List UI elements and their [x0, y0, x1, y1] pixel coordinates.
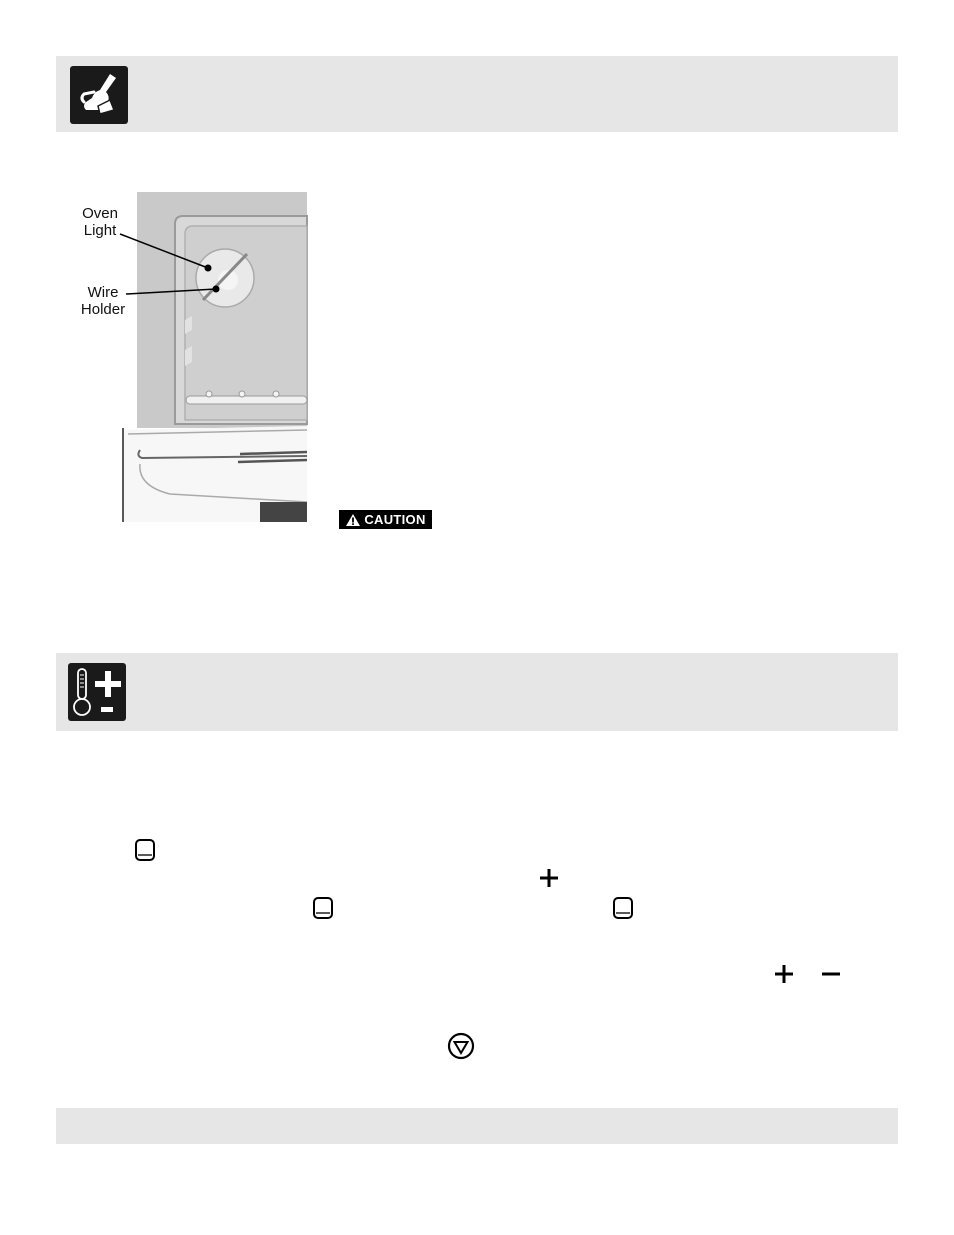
- warning-triangle-icon: [345, 513, 361, 527]
- caution-label: CAUTION: [364, 512, 426, 527]
- section-header-band-cleaning: [56, 56, 898, 132]
- thermometer-plus-minus-icon: [68, 663, 126, 721]
- pad-button-icon: [612, 896, 634, 925]
- plus-icon: [773, 963, 795, 990]
- caution-badge: [339, 510, 432, 529]
- section-header-band-temperature: [56, 653, 898, 731]
- pad-button-icon: [134, 838, 156, 867]
- hand-cleaning-icon: [70, 66, 128, 124]
- oven-light-diagram: [70, 190, 310, 522]
- pad-button-icon: [312, 896, 334, 925]
- section-header-band-bottom: [56, 1108, 898, 1144]
- plus-icon: [538, 867, 560, 894]
- minus-icon: [820, 963, 842, 990]
- stop-triangle-icon: [447, 1032, 475, 1065]
- diagram-label-wire-holder: Wire Holder: [80, 284, 126, 318]
- diagram-label-oven-light: Oven Light: [82, 205, 118, 239]
